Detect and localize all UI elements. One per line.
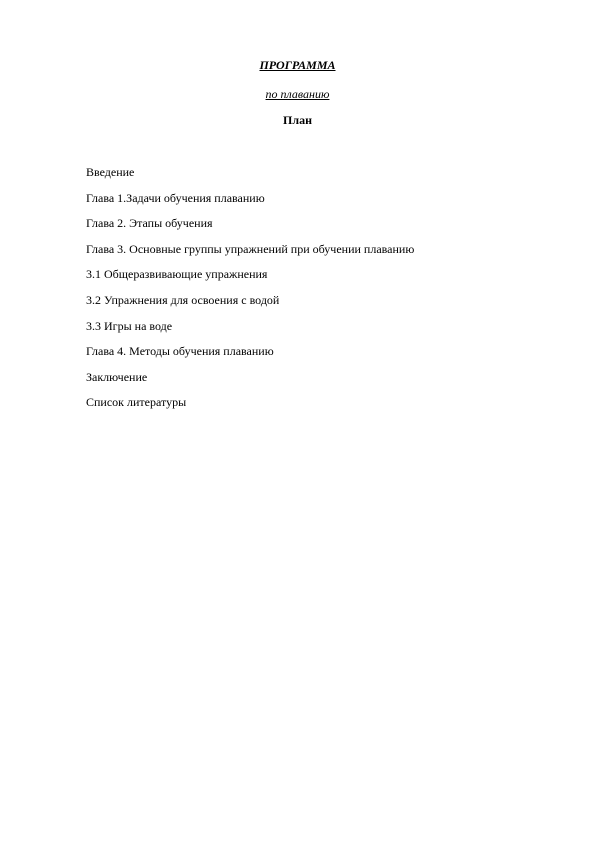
- toc-item-chapter-3: Глава 3. Основные группы упражнений при обучении плаванию: [86, 241, 415, 256]
- toc-item-section-3-2: 3.2 Упражнения для освоения с водой: [86, 292, 280, 307]
- toc-item-chapter-4: Глава 4. Методы обучения плаванию: [86, 344, 274, 359]
- table-of-contents: [86, 164, 414, 420]
- toc-item-chapter-2: Глава 2. Этапы обучения: [86, 216, 213, 231]
- document-title: ПРОГРАММА: [259, 58, 336, 72]
- document-subtitle: по плаванию: [265, 87, 330, 101]
- toc-item-conclusion: Заключение: [86, 369, 148, 384]
- toc-item-references: Список литературы: [86, 395, 187, 410]
- plan-heading: План: [283, 113, 312, 127]
- toc-item-section-3-3: 3.3 Игры на воде: [86, 318, 173, 333]
- toc-item-section-3-1: 3.1 Общеразвивающие упражнения: [86, 267, 268, 282]
- toc-item-introduction: Введение: [86, 165, 135, 179]
- toc-item-chapter-1: Глава 1.Задачи обучения плаванию: [86, 190, 265, 205]
